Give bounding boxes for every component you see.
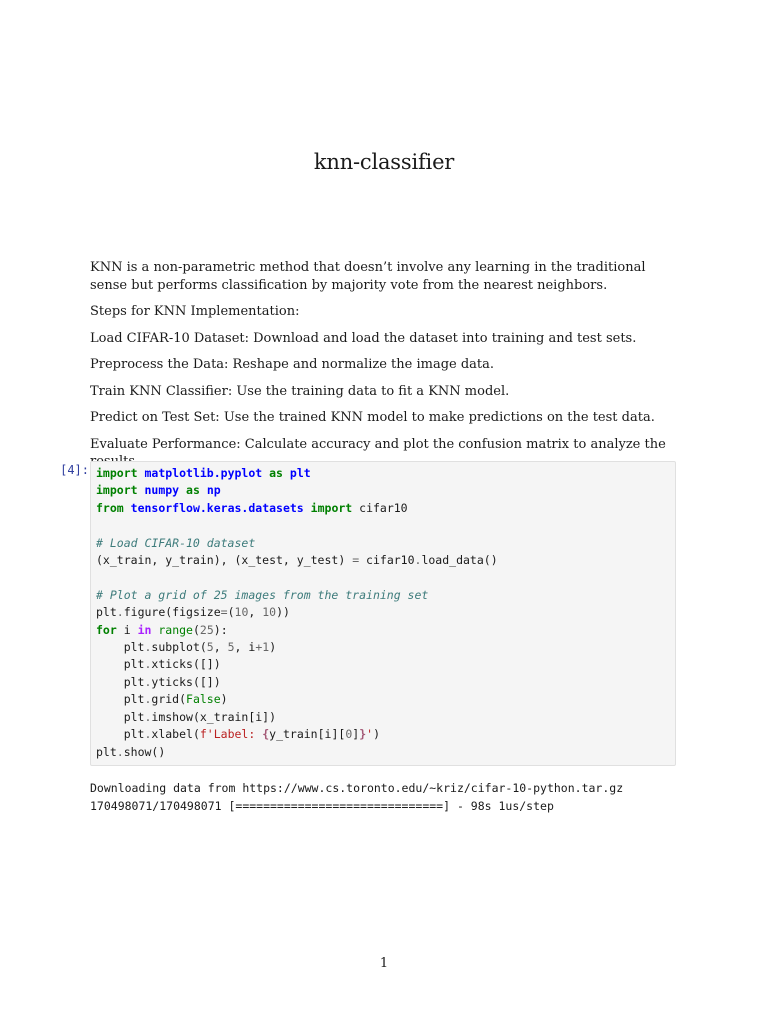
cell-output xyxy=(90,780,730,815)
output-line: 170498071/170498071 [==============================] - 98s 1us/step xyxy=(90,798,554,813)
step-load-dataset: Load CIFAR-10 Dataset: Download and load the dataset into training and test sets. xyxy=(90,330,637,346)
intro-paragraph: KNN is a non-parametric method that doesn’t involve any learning in the traditional sense but performs classification by majority vote from the nearest neighbors. xyxy=(90,260,646,293)
code-input[interactable] xyxy=(90,461,676,766)
steps-heading: Steps for KNN Implementation: xyxy=(90,304,300,319)
page-number: 1 xyxy=(379,956,389,971)
intro-text xyxy=(90,259,680,480)
document-title: knn-classifier xyxy=(313,150,455,174)
step-train: Train KNN Classifier: Use the training data to fit a KNN model. xyxy=(90,383,510,399)
step-preprocess: Preprocess the Data: Reshape and normalize the image data. xyxy=(90,357,495,372)
step-predict: Predict on Test Set: Use the trained KNN model to make predictions on the test data. xyxy=(90,410,655,425)
step-evaluate: Evaluate Performance: Calculate accuracy and plot the confusion matrix to analyze the xyxy=(90,436,666,452)
execution-prompt: [4]: xyxy=(60,463,89,477)
code-block: import matplotlib.pyplot as plt import numpy as np from tensorflow.keras.datasets import cifar10 # Load CIFAR-10 dataset (x_train, y_train), (x_test, y_test) = cifar10.load_data() # Plot a grid of 25 images from the training set plt.figure(figsize=(10, 10)) for i in range(25): plt.subplot(5, 5, i+1) plt.xticks([]) plt.yticks([]) plt.grid(False) plt.imshow(x_train[i]) plt.xlabel(f'Label: {y_train[i][0]}') plt.show() xyxy=(96,466,498,759)
output-line: Downloading data from https://www.cs.toronto.edu/~kriz/cifar-10-python.tar.gz xyxy=(90,781,624,795)
